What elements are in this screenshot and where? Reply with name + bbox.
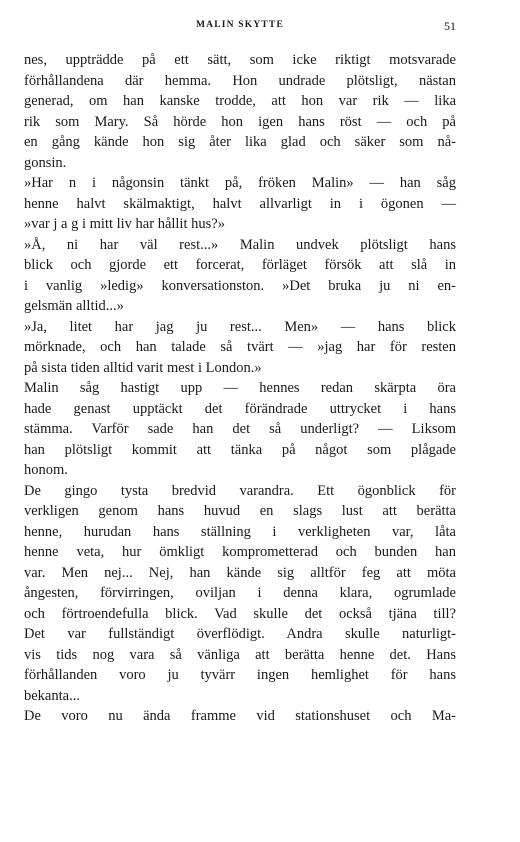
text-line: henne, hurudan hans ställning i verkligheten var, låta (24, 523, 456, 540)
running-title: MALIN SKYTTE (195, 20, 285, 30)
text-line: De gingo tysta bredvid varandra. Ett ögonblick för (24, 482, 456, 499)
text-line: Det var fullständigt överflödigt. Andra skulle naturligt- (24, 626, 456, 642)
page-number: 51 (444, 19, 456, 33)
text-line: henne halvt skälmaktigt, halvt allvarligt in i ögonen — (24, 195, 456, 212)
text-line: hade genast upptäckt det förändrade uttrycket i hans (24, 400, 456, 417)
text-line: honom. (24, 462, 68, 478)
text-line: förhållanden voro ju tyvärr ingen hemlighet för hans (24, 667, 456, 683)
text-line: henne veta, hur ömkligt komprometterad och bunden han (24, 544, 456, 560)
text-line: en gång kände hon sig åter lika glad och säker som nå- (24, 134, 456, 150)
text-line: mörknade, och han talade så tvärt — »jag har för resten (24, 339, 456, 355)
text-line: på sista tiden alltid varit mest i London.» (24, 359, 262, 376)
text-line: »Har n i någonsin tänkt på, fröken Malin» — han såg (24, 175, 456, 191)
text-line: nes, uppträdde på ett sätt, som icke riktigt motsvarade (24, 52, 456, 68)
text-line: generad, om han kanske trodde, att hon var rik — lika (24, 93, 456, 109)
text-line: stämma. Varför sade han det så underligt? — Liksom (24, 421, 456, 437)
text-line: blick och gjorde ett forcerat, förläget försök att slå in (24, 257, 456, 273)
text-line: rik som Mary. Så hörde hon igen hans röst — och på (24, 113, 456, 130)
text-line: var. Men nej... Nej, han kände sig alltför feg att möta (24, 564, 456, 581)
text-line: bekanta... (24, 687, 80, 704)
text-line: »var j a g i mitt liv har hållit hus?» (24, 216, 225, 232)
text-line: gelsmän alltid...» (24, 298, 124, 314)
text-line: gonsin. (24, 154, 67, 171)
text-line: »Å, ni har väl rest...» Malin undvek plötsligt hans (24, 236, 456, 253)
text-line: De voro nu ända framme vid stationshuset och Ma- (24, 708, 456, 724)
text-line: »Ja, litet har jag ju rest... Men» — hans blick (24, 318, 456, 335)
text-line: verkligen genom hans huvud en slags lust att berätta (24, 503, 456, 519)
text-line: ångesten, förvirringen, oviljan i denna klara, ogrumlade (24, 585, 456, 601)
body-text (24, 50, 456, 727)
text-line: och förtroendefulla blick. Vad skulle det också tjäna till? (24, 605, 456, 622)
text-line: han plötsligt kommit att tänka på något som plågade (24, 441, 456, 458)
text-line: förhållandena där hemma. Hon undrade plötsligt, nästan (24, 72, 456, 89)
text-line: i vanlig »ledig» konversationston. »Det bruka ju ni en- (24, 277, 456, 294)
text-line: vis tids nog vara så vänliga att berätta henne det. Hans (24, 646, 456, 663)
running-head (24, 20, 456, 36)
text-line: Malin såg hastigt upp — hennes redan skärpta öra (24, 380, 456, 396)
